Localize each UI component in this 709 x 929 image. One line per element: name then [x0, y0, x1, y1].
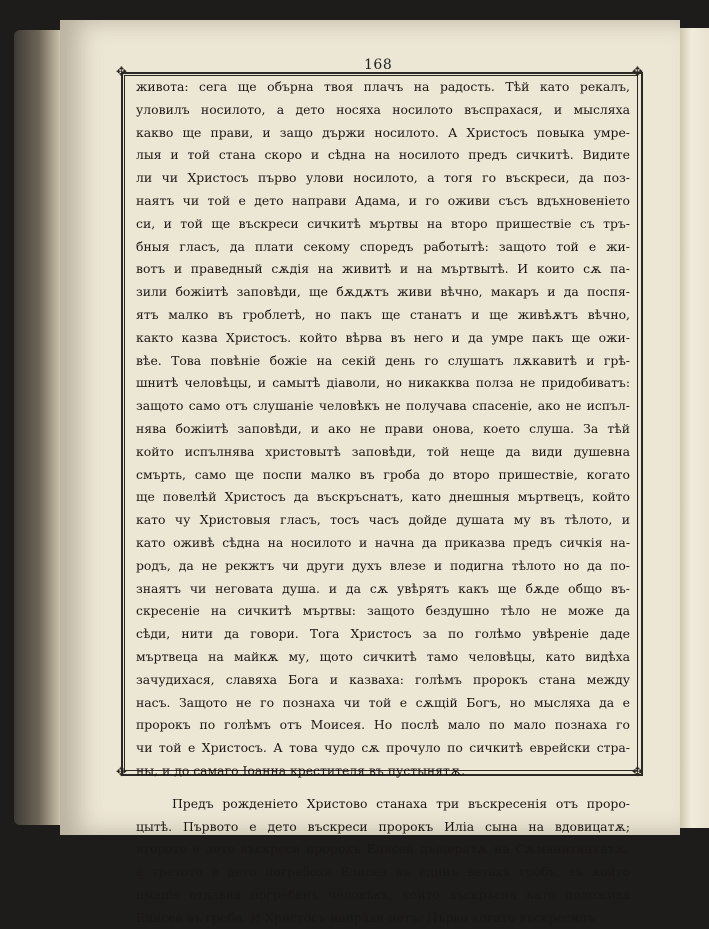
text-line: бныя гласъ, да плати секому споредъ работытѣ: защото той е жи- — [136, 238, 630, 254]
text-line: шнитѣ человѣцы, и самытѣ дiаволи, но никакква полза не придобиватъ: — [136, 375, 630, 391]
body-text — [136, 76, 630, 929]
corner-ornament-icon: ✥ — [116, 65, 127, 80]
text-line: зачудихася, славяха Бога и казваха: голѣмъ пророкъ стана между — [136, 671, 630, 687]
text-line: уловилъ носилото, а дето носяха носилото въспрахася, и мысляха — [136, 101, 630, 117]
text-line: второто е дето въскреси пророкъ Елисей дъщерятѫ на Сѫманитянкатѫ, — [136, 841, 630, 857]
text-line: пророкъ по голѣмъ отъ Моисея. Но послѣ мало по мало познаха го — [136, 717, 630, 733]
facing-page-edge — [680, 28, 709, 828]
text-line: като оживѣ сѣдна на носилото и начна да приказва предъ сичкiя на- — [136, 534, 630, 550]
text-line: както казва Христосъ. който вѣрва въ него и да умре пакъ ще ожи- — [136, 329, 630, 345]
corner-ornament-icon: ✥ — [632, 765, 643, 780]
text-line: наятъ чи той е дето направи Адама, и го оживи съсъ вдъхновенiето — [136, 192, 630, 208]
text-line: Предъ рожденiето Христово станаха три въскресенiя отъ проро- — [172, 795, 630, 811]
text-line: ятъ малко въ гроблетѣ, но пакъ ще станатъ и ще живѣѫтъ вѣчно, — [136, 306, 630, 322]
corner-ornament-icon: ✥ — [632, 65, 643, 80]
text-line: имаше отдавна погребенъ человѣкъ, който въскръсна като положиха — [136, 886, 630, 902]
paragraph-1 — [136, 76, 630, 783]
text-line: като чу Христовыя гласъ, тосъ часъ дойде душата му въ тѣлото, и — [136, 512, 630, 528]
text-line: нява божiитѣ заповѣди, и ако не прави онова, което слуша. За тѣй — [136, 420, 630, 436]
text-line: вѣе. Това повѣнiе божiе на секiй день го слушатъ лѫкавитѣ и грѣ- — [136, 352, 630, 368]
text-line: какво ще прави, и защо държи носилото. А Христосъ повыка умре- — [136, 124, 630, 140]
text-line: сѣди, нити да говори. Тога Христосъ за по голѣмо увѣренiе даде — [136, 626, 630, 642]
text-line: който испълнява христовытѣ заповѣди, той неще да види душевна — [136, 443, 630, 459]
text-line: вотъ и праведный сѫдiя на живитѣ и на мъртвытѣ. И които сѫ па- — [136, 261, 630, 277]
text-line: насъ. Защото не го познаха чи той е сѫщiй Богъ, но мысляха да е — [136, 694, 630, 710]
text-line: си, и той ще въскреси сичкитѣ мъртвы на второ пришествiе съ тръ- — [136, 215, 630, 231]
page-number: 168 — [364, 57, 393, 73]
text-line: ны, и до самаго Iоанна крестителя въ пустынятѫ. — [136, 762, 466, 778]
text-line: живота: сега ще обърна твоя плачъ на радость. Тѣй като рекалъ, — [136, 79, 630, 94]
text-line: чи той е Христосъ. А това чудо сѫ прочуло по сичкитѣ еврейски стра- — [136, 740, 630, 756]
text-line: смърть, само ще поспи малко въ гроба до второ пришествiе, когато — [136, 466, 630, 482]
corner-ornament-icon: ✥ — [116, 765, 127, 780]
text-line: цытѣ. Първото е дето въскреси пророкъ Илiа сына на вдовицатѫ; — [136, 818, 630, 834]
text-line: ли чи Христосъ първо улови носилото, а тогя го въскреси, да поз- — [136, 170, 630, 186]
text-line: а третото е дето погребоха Елисеа въ единъ ветахъ гробъ, въ който — [136, 864, 630, 880]
text-line: зили божiитѣ заповѣди, ще бѫдѫтъ живи вѣчно, макаръ и да поспя- — [136, 284, 630, 300]
text-line: знаятъ чи неговата душа. и да сѫ увѣрятъ какъ ще бѫде общо въ- — [136, 580, 630, 596]
text-line: лыя и той стана скоро и сѣдна на носилото предъ сичкитѣ. Видите — [136, 147, 630, 163]
text-line: Елисеа въ гроба. И Христосъ направи петъ: Първо когато въскресилъ — [136, 909, 595, 925]
text-line: защото само отъ слушанiе человѣкъ не получава спасенiе, ако не испъл- — [136, 398, 630, 414]
paragraph-2 — [136, 793, 630, 929]
text-line: родъ, да не рекжтъ чи други духъ влезе и подигна тѣлото но да по- — [136, 557, 630, 573]
text-line: скресенiе на сичкитѣ мъртвы: защото бездушно тѣло не може да — [136, 603, 630, 619]
text-line: ще повелѣй Христосъ да въскръснатъ, като днешныя мъртвецъ, който — [136, 489, 630, 505]
text-line: мъртвеца на майкѫ му, щото сичкитѣ тамо человѣцы, като видѣха — [136, 648, 630, 664]
